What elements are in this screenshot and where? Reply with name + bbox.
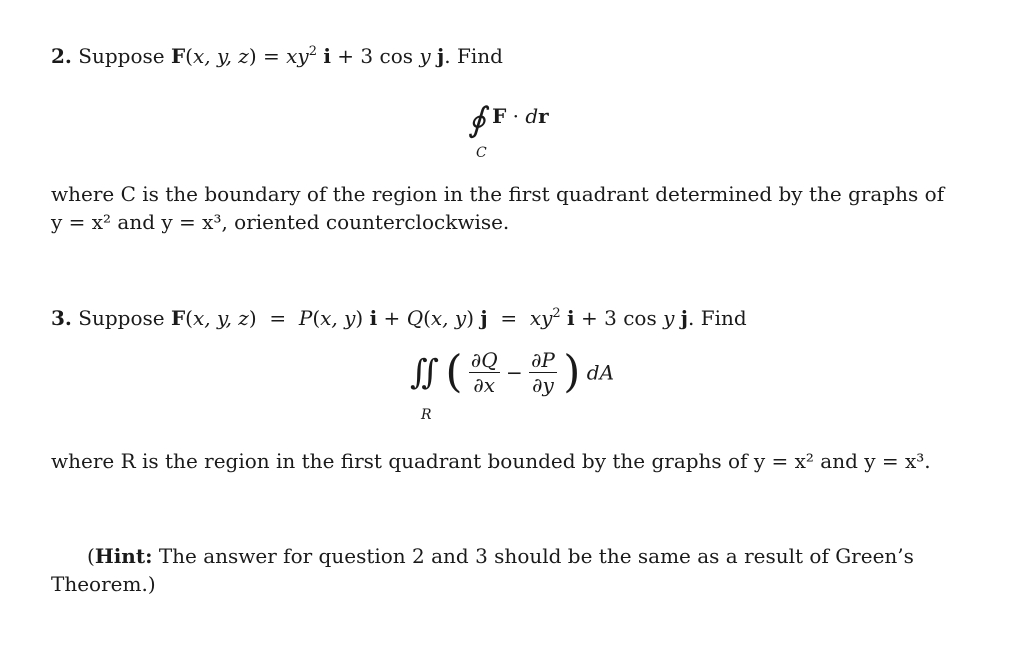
problem-3-number: 3. [51, 306, 72, 330]
double-integral-subscript: R [421, 407, 432, 423]
line-integral-subscript: C [476, 145, 487, 161]
problem-2-number: 2. [51, 44, 72, 68]
hint-label: Hint: [94, 544, 153, 568]
problem-2-where-line-1: where C is the boundary of the region in the first quadrant determined by the graphs of [51, 182, 945, 206]
hint-text: The answer for question 2 and 3 should be the same as a result of Green’s [158, 544, 914, 568]
hint-line-2: Theorem.) [51, 572, 156, 596]
line-integral: ∮ F · dr [468, 100, 549, 140]
problem-2-where-line-2: y = x² and y = x³, oriented counterclockwise. [51, 210, 510, 234]
problem-3-where-line: where R is the region in the first quadrant bounded by the graphs of y = x² and y = x³. [51, 449, 931, 473]
problem-3-statement: 3. Suppose F(x, y, z) = P(x, y) i + Q(x, y) $j = xy^2$ i + 3 cos y j. Find [51, 306, 747, 330]
double-integral: ∬ ( $\frac{\partial Q}{\partial x}$ − $\frac{\partial P}{\partial y}$ ) dA [410, 346, 615, 398]
problem-3-intro: Suppose [78, 306, 165, 330]
problem-2-intro: Suppose [78, 44, 165, 68]
hint-line-1: (Hint: The answer for question 2 and 3 should be the same as a result of Green’s [87, 544, 914, 568]
problem-3-find: Find [700, 306, 747, 330]
problem-2-statement: 2. Suppose F(x, y, $z) = xy^2$ i + 3 cos y j. Find [51, 44, 503, 68]
